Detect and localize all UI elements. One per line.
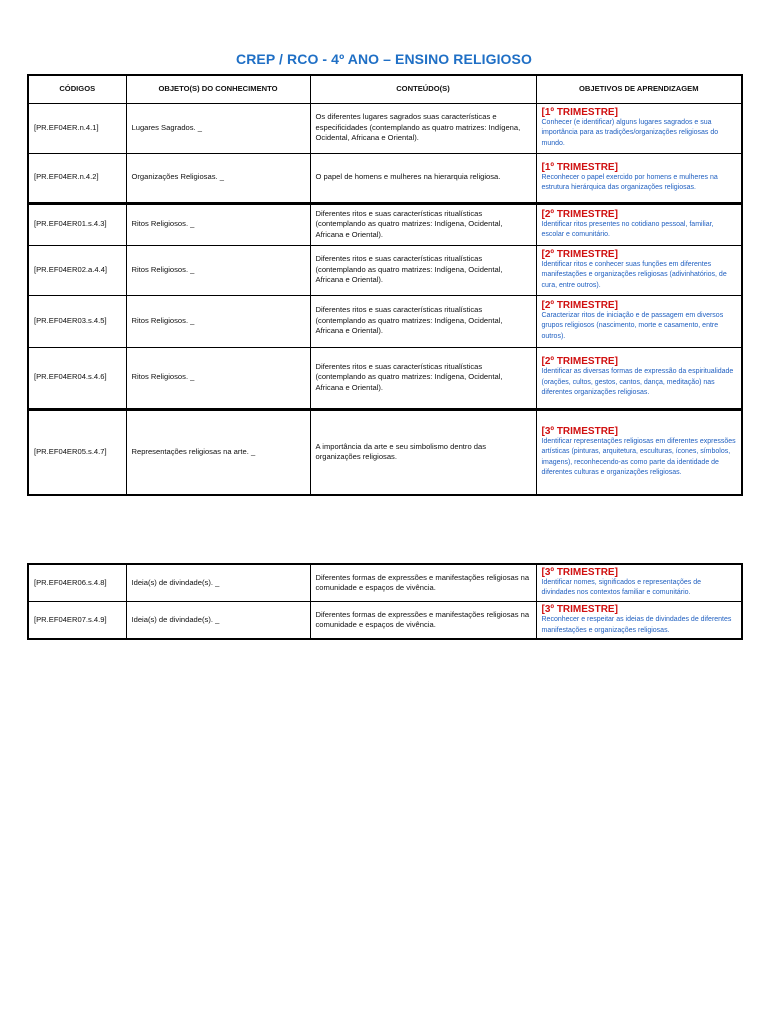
goal-text: Reconhecer e respeitar as ideias de divindades de diferentes manifestações e organizações religiosas. bbox=[541, 616, 732, 634]
object-cell: Ritos Religiosos. _ bbox=[126, 203, 310, 245]
object-cell: Organizações Religiosas. _ bbox=[126, 153, 310, 203]
object-cell: Ideia(s) de divindade(s). _ bbox=[126, 564, 310, 601]
table-row bbox=[28, 203, 742, 245]
table-row bbox=[28, 245, 742, 295]
trimester-label: [1º TRIMESTRE] bbox=[541, 161, 618, 173]
code-cell: [PR.EF04ER03.s.4.5] bbox=[28, 295, 126, 347]
code-cell: [PR.EF04ER05.s.4.7] bbox=[28, 409, 126, 495]
table-row bbox=[28, 103, 742, 153]
goal-cell bbox=[536, 295, 742, 347]
content-cell: Diferentes ritos e suas características ritualísticas (contemplando as quatro matrizes: Indígena, Ocidental, Africana e Oriental). bbox=[310, 245, 536, 295]
object-cell: Ritos Religiosos. _ bbox=[126, 295, 310, 347]
goal-cell bbox=[536, 245, 742, 295]
code-cell: [PR.EF04ER.n.4.1] bbox=[28, 103, 126, 153]
object-cell: Ritos Religiosos. _ bbox=[126, 245, 310, 295]
curriculum-table-continued bbox=[27, 563, 743, 640]
code-cell: [PR.EF04ER07.s.4.9] bbox=[28, 601, 126, 639]
goal-text: Identificar representações religiosas em diferentes expressões artísticas (pinturas, arquitetura, esculturas, ícones, símbolos, imagens), reconhecendo-as como parte da identidade de diferentes culturas e organizações religiosas. bbox=[541, 437, 736, 477]
content-cell: O papel de homens e mulheres na hierarquia religiosa. bbox=[310, 153, 536, 203]
trimester-label: [1º TRIMESTRE] bbox=[541, 106, 618, 118]
object-cell: Ritos Religiosos. _ bbox=[126, 347, 310, 409]
content-cell: Diferentes formas de expressões e manifestações religiosas na comunidade e espaços de vivência. bbox=[310, 601, 536, 639]
goal-text: Identificar nomes, significados e representações de divindades nos contextos familiar e comunitário. bbox=[541, 579, 702, 597]
trimester-label: [2º TRIMESTRE] bbox=[541, 208, 618, 220]
page-title: CREP / RCO - 4º ANO – ENSINO RELIGIOSO bbox=[236, 51, 532, 67]
code-cell: [PR.EF04ER02.a.4.4] bbox=[28, 245, 126, 295]
trimester-label: [3º TRIMESTRE] bbox=[541, 425, 618, 437]
content-cell: Diferentes ritos e suas características ritualísticas (contemplando as quatro matrizes: Indígena, Ocidental, Africana e Oriental). bbox=[310, 203, 536, 245]
goal-cell bbox=[536, 409, 742, 495]
goal-cell bbox=[536, 347, 742, 409]
table-row bbox=[28, 153, 742, 203]
code-cell: [PR.EF04ER06.s.4.8] bbox=[28, 564, 126, 601]
curriculum-table bbox=[27, 74, 743, 496]
goal-text: Identificar as diversas formas de expressão da espiritualidade (orações, cultos, gestos, cantos, dança, meditação) nas diferentes organizações religiosas. bbox=[541, 368, 734, 397]
table-row bbox=[28, 601, 742, 639]
content-cell: A importância da arte e seu simbolismo dentro das organizações religiosas. bbox=[310, 409, 536, 495]
goal-text: Caracterizar ritos de iniciação e de passagem em diversos grupos religiosos (nascimento, morte e casamento, entre outros). bbox=[541, 311, 724, 340]
object-cell: Lugares Sagrados. _ bbox=[126, 103, 310, 153]
content-cell: Diferentes ritos e suas características ritualísticas (contemplando as quatro matrizes: Indígena, Ocidental, Africana e Oriental). bbox=[310, 295, 536, 347]
goal-text: Identificar ritos e conhecer suas funções em diferentes manifestações e organizações religiosas (adivinhatórios, de cura, entre outros). bbox=[541, 260, 727, 289]
table-row bbox=[28, 347, 742, 409]
trimester-label: [2º TRIMESTRE] bbox=[541, 248, 618, 260]
code-cell: [PR.EF04ER01.s.4.3] bbox=[28, 203, 126, 245]
code-cell: [PR.EF04ER04.s.4.6] bbox=[28, 347, 126, 409]
header-conteudo: CONTEÚDO(S) bbox=[310, 75, 536, 103]
goal-text: Conhecer (e identificar) alguns lugares sagrados e sua importância para as tradições/organizações religiosas do mundo. bbox=[541, 118, 719, 147]
object-cell: Representações religiosas na arte. _ bbox=[126, 409, 310, 495]
goal-cell bbox=[536, 601, 742, 639]
trimester-label: [2º TRIMESTRE] bbox=[541, 299, 618, 311]
trimester-label: [3º TRIMESTRE] bbox=[541, 567, 618, 578]
content-cell: Diferentes formas de expressões e manifestações religiosas na comunidade e espaços de vivência. bbox=[310, 564, 536, 601]
goal-cell bbox=[536, 564, 742, 601]
goal-cell bbox=[536, 203, 742, 245]
header-codigos: CÓDIGOS bbox=[28, 75, 126, 103]
goal-text: Identificar ritos presentes no cotidiano pessoal, familiar, escolar e comunitário. bbox=[541, 220, 714, 238]
table-row bbox=[28, 409, 742, 495]
goal-cell bbox=[536, 153, 742, 203]
goal-cell bbox=[536, 103, 742, 153]
object-cell: Ideia(s) de divindade(s). _ bbox=[126, 601, 310, 639]
goal-text: Reconhecer o papel exercido por homens e mulheres na estrutura hierárquica das organizações religiosas. bbox=[541, 173, 718, 191]
header-objetivos: OBJETIVOS DE APRENDIZAGEM bbox=[536, 75, 742, 103]
table-row bbox=[28, 564, 742, 601]
trimester-label: [2º TRIMESTRE] bbox=[541, 356, 618, 368]
table-row bbox=[28, 295, 742, 347]
header-objetos: OBJETO(S) DO CONHECIMENTO bbox=[126, 75, 310, 103]
code-cell: [PR.EF04ER.n.4.2] bbox=[28, 153, 126, 203]
content-cell: Os diferentes lugares sagrados suas características e especificidades (contemplando as quatro matrizes: Indígena, Ocidental, Africana e Oriental). bbox=[310, 103, 536, 153]
trimester-label: [3º TRIMESTRE] bbox=[541, 604, 618, 616]
content-cell: Diferentes ritos e suas características ritualísticas (contemplando as quatro matrizes: Indígena, Ocidental, Africana e Oriental). bbox=[310, 347, 536, 409]
